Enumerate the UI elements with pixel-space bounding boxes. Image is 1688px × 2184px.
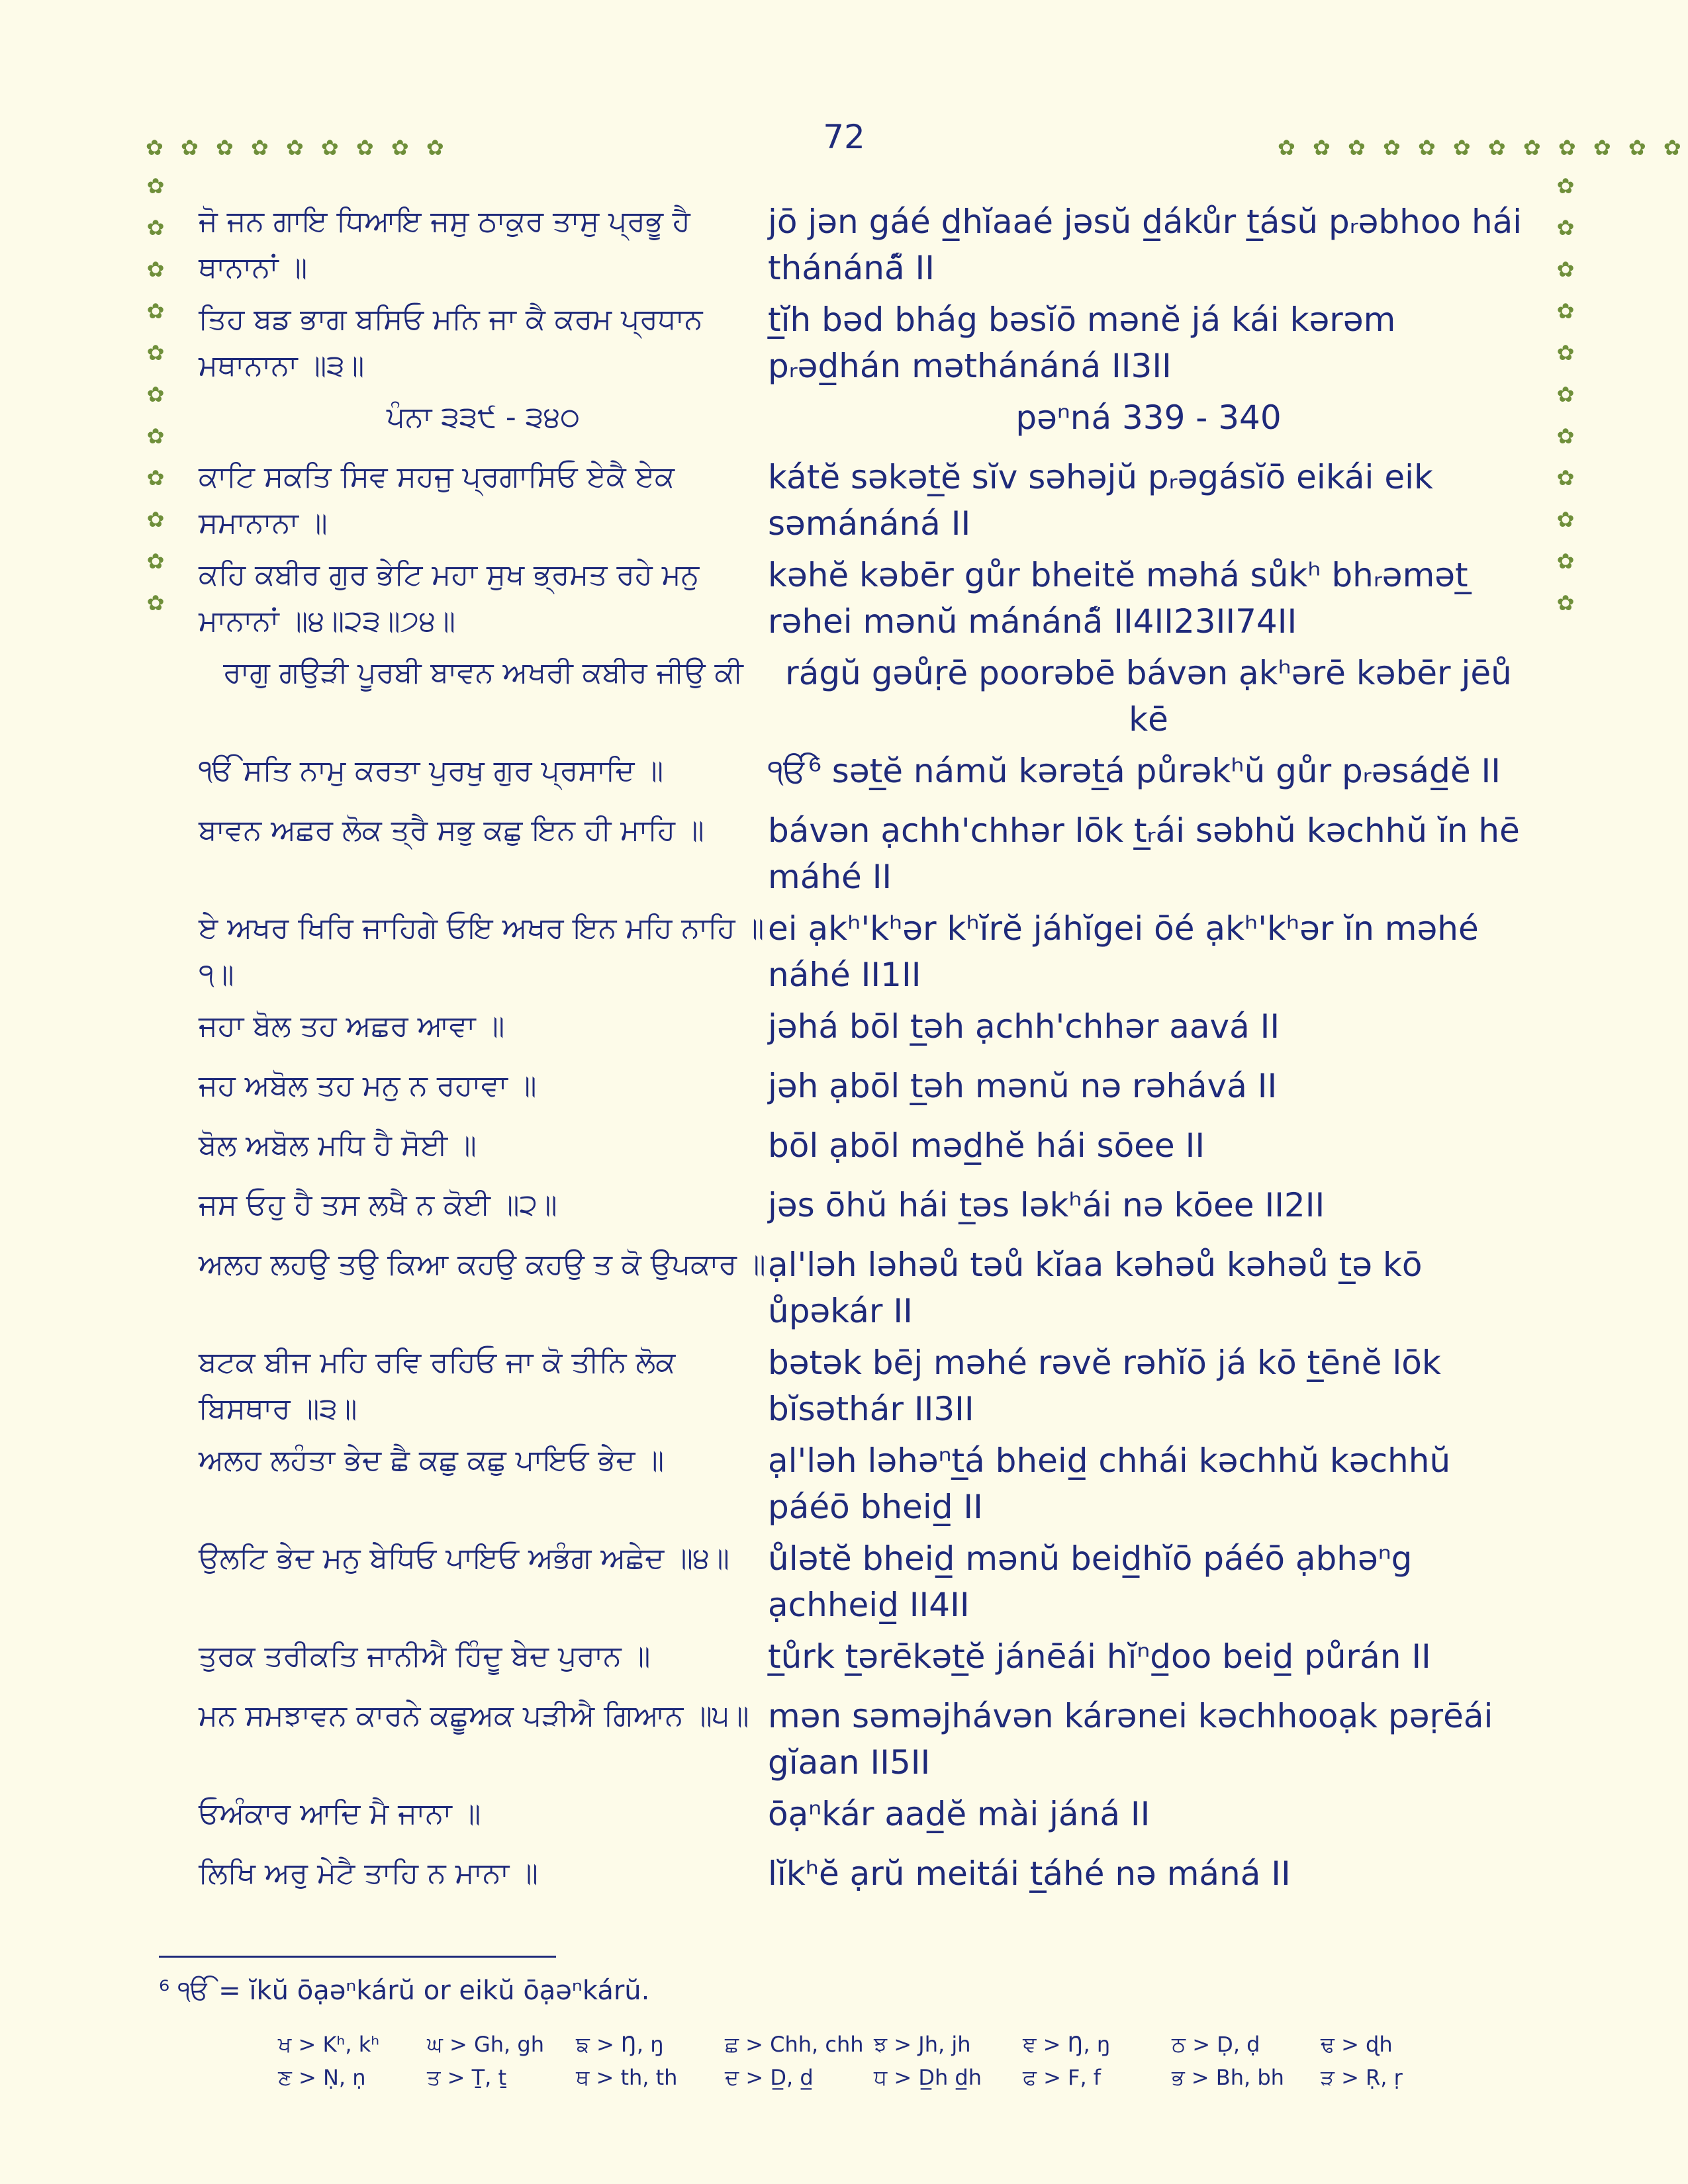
- legend-item: ਦ > D̲, d̲: [725, 2065, 814, 2090]
- verse-row: [199, 394, 1529, 441]
- verse-row: [199, 1063, 1529, 1109]
- border-flower-icon: ✿: [146, 590, 165, 615]
- romanized-text: ůlətĕ bheid̲ mənŭ beid̲hĭō páéō ạbhəⁿg ạchheid̲ II4II: [768, 1539, 1413, 1624]
- legend-row: [278, 2032, 1470, 2065]
- border-flower-icon: ✿: [1556, 173, 1575, 199]
- gurmukhi-text: ਅਲਹ ਲਹਉ ਤਉ ਕਿਆ ਕਹਉ ਕਹਉ ਤ ਕੋ ਉਪਕਾਰ ॥: [199, 1248, 766, 1281]
- gurmukhi-text: ਲਿਖਿ ਅਰੁ ਮੇਟੈ ਤਾਹਿ ਨ ਮਾਨਾ ॥: [199, 1856, 538, 1890]
- romanized-text: ạl'ləh ləhəⁿt̲á bheid̲ chhái kəchhŭ kəchhŭ páéō bheid̲ II: [768, 1441, 1451, 1526]
- legend-item: ਤ > Ṯ, ṯ: [427, 2065, 507, 2090]
- border-left: [142, 165, 169, 624]
- verse-row: [199, 552, 1529, 645]
- gurmukhi-text: ਤੁਰਕ ਤਰੀਕਤਿ ਜਾਨੀਐ ਹਿੰਦੂ ਬੇਦ ਪੁਰਾਨ ॥: [199, 1639, 651, 1673]
- gurmukhi-text: ਬਟਕ ਬੀਜ ਮਹਿ ਰਵਿ ਰਹਿਓ ਜਾ ਕੋ ਤੀਨਿ ਲੋਕ ਬਿਸਥਾਰ ॥੩॥: [199, 1345, 676, 1426]
- border-flower-icon: ✿: [1556, 465, 1575, 490]
- romanized-text: kátĕ səkət̲ĕ sĭv səhəjŭ pᵣəgásĭō eikái eik səmánáná II: [768, 458, 1433, 543]
- border-flower-icon: ✿: [1556, 382, 1575, 407]
- legend-item: ਢ > ɖh: [1321, 2032, 1393, 2057]
- legend-item: ਧ > D̲h d̲h: [874, 2065, 982, 2090]
- gurmukhi-text: ਜਹਾ ਬੋਲ ਤਹ ਅਛਰ ਆਵਾ ॥: [199, 1009, 505, 1043]
- romanized-text: bávən ạchh'chhər lōk t̲ᵣái səbhŭ kəchhŭ ĭn hē máhé II: [768, 811, 1520, 896]
- legend-item: ਭ > Bh, bh: [1172, 2065, 1284, 2090]
- verse-table: [199, 199, 1529, 1910]
- gurmukhi-text: ਜਸ ਓਹੁ ਹੈ ਤਸ ਲਖੈ ਨ ਕੋਈ ॥੨॥: [199, 1188, 557, 1222]
- romanized-text: ạl'ləh ləhəů təů kĭaa kəhəů kəhəů t̲ə kō ůpəkár II: [768, 1246, 1423, 1330]
- romanized-text: t̲ĭh bəd bhág bəsĭō mənĕ já kái kərəm pᵣəd̲hán məthánáná II3II: [768, 300, 1396, 385]
- border-flower-icon: ✿: [1556, 340, 1575, 365]
- verse-row: [199, 1633, 1529, 1680]
- legend-item: ਙ > Ŋ, ŋ: [576, 2032, 664, 2057]
- border-flower-icon: ✿: [1556, 590, 1575, 615]
- romanized-text: jō jən gáé d̲hĭaaé jəsŭ d̲ákůr t̲ásŭ pᵣəbhoo hái thánáná̃ II: [768, 203, 1523, 287]
- verse-row: [199, 1535, 1529, 1628]
- verse-row: [199, 1791, 1529, 1837]
- legend-item: ਥ > th, th: [576, 2065, 678, 2090]
- border-flower-icon: ✿: [1556, 549, 1575, 574]
- romanized-text: bōl ạbōl məd̲hĕ hái sōee II: [768, 1126, 1205, 1165]
- romanized-text: jəhá bōl t̲əh ạchh'chhər aavá II: [768, 1007, 1280, 1046]
- border-top-right: ✿ ✿ ✿ ✿ ✿ ✿ ✿ ✿ ✿ ✿ ✿ ✿: [1278, 135, 1687, 160]
- footnote-divider: [159, 1956, 556, 1958]
- romanized-text: jəs ōhŭ hái t̲əs ləkʰái nə kōee II2II: [768, 1186, 1325, 1224]
- romanized-text: mən səməjhávən kárənei kəchhooạk pəṛēái gĭaan II5II: [768, 1697, 1493, 1782]
- legend-item: ਣ > Ṇ, ṇ: [278, 2065, 366, 2090]
- legend-row: [278, 2065, 1470, 2098]
- verse-row: [199, 807, 1529, 900]
- verse-row: [199, 1850, 1529, 1897]
- gurmukhi-text: ਪੰਨਾ ੩੩੯ - ੩੪੦: [386, 400, 581, 434]
- romanized-text: kəhĕ kəbēr gůr bheitĕ məhá sůkʰ bhᵣəmət̲ rəhei mənŭ mánáná̃ II4II23II74II: [768, 556, 1468, 641]
- verse-row: [199, 454, 1529, 547]
- legend-item: ਘ > Gh, gh: [427, 2032, 544, 2057]
- verse-row: [199, 650, 1529, 743]
- gurmukhi-text: ਅਲਹ ਲਹੰਤਾ ਭੇਦ ਛੈ ਕਛੁ ਕਛੁ ਪਾਇਓ ਭੇਦ ॥: [199, 1443, 665, 1477]
- verse-row: [199, 748, 1529, 794]
- border-flower-icon: ✿: [1556, 507, 1575, 532]
- border-flower-icon: ✿: [1556, 424, 1575, 449]
- gurmukhi-text: ਜਹ ਅਬੋਲ ਤਹ ਮਨੁ ਨ ਰਹਾਵਾ ॥: [199, 1069, 537, 1103]
- gurmukhi-text: ਮਨ ਸਮਝਾਵਨ ਕਾਰਨੇ ਕਛੂਅਕ ਪੜੀਐ ਗਿਆਨ ॥੫॥: [199, 1699, 749, 1733]
- romanized-text: jəh ạbōl t̲əh mənŭ nə rəhává II: [768, 1067, 1278, 1105]
- romanized-text: t̲ůrk t̲ərēkət̲ĕ jánēái hĭⁿd̲oo beid̲ půrán II: [768, 1637, 1431, 1676]
- romanized-text: pəⁿná 339 - 340: [1015, 398, 1282, 437]
- gurmukhi-text: ੴ ਸਤਿ ਨਾਮੁ ਕਰਤਾ ਪੁਰਖੁ ਗੁਰ ਪ੍ਰਸਾਦਿ ॥: [199, 754, 664, 788]
- gurmukhi-text: ਏ ਅਖਰ ਖਿਰਿ ਜਾਹਿਗੇ ਓਇ ਅਖਰ ਇਨ ਮਹਿ ਨਾਹਿ ॥੧॥: [199, 911, 765, 991]
- transliteration-legend: [278, 2032, 1470, 2098]
- verse-row: [199, 296, 1529, 389]
- border-flower-icon: ✿: [146, 298, 165, 324]
- gurmukhi-text: ਕਾਟਿ ਸਕਤਿ ਸਿਵ ਸਹਜੁ ਪ੍ਰਗਾਸਿਓ ਏਕੈ ਏਕ ਸਮਾਨਾਨਾ ॥: [199, 460, 675, 540]
- border-flower-icon: ✿: [1556, 215, 1575, 240]
- verse-row: [199, 199, 1529, 291]
- gurmukhi-text: ਓਅੰਕਾਰ ਆਦਿ ਮੈ ਜਾਨਾ ॥: [199, 1797, 481, 1831]
- romanized-text: ōạⁿkár aad̲ĕ mài jáná II: [768, 1795, 1150, 1833]
- gurmukhi-text: ਜੋ ਜਨ ਗਾਇ ਧਿਆਇ ਜਸੁ ਠਾਕੁਰ ਤਾਸੁ ਪ੍ਰਭੂ ਹੈ ਥਾਨਾਨਾਂ ॥: [199, 205, 690, 285]
- border-top-left: ✿ ✿ ✿ ✿ ✿ ✿ ✿ ✿ ✿: [146, 135, 449, 160]
- romanized-text: lĭkʰĕ ạrŭ meitái t̲áhé nə máná II: [768, 1854, 1291, 1893]
- romanized-text: ei ạkʰ'kʰər kʰĭrĕ jáhĭgei ōé ạkʰ'kʰər ĭn məhé náhé II1II: [768, 909, 1479, 994]
- gurmukhi-text: ਬਾਵਨ ਅਛਰ ਲੋਕ ਤ੍ਰੈ ਸਭੁ ਕਛੁ ਇਨ ਹੀ ਮਾਹਿ ॥: [199, 813, 704, 847]
- border-flower-icon: ✿: [146, 465, 165, 490]
- legend-item: ਖ > Kʰ, kʰ: [278, 2032, 380, 2057]
- gurmukhi-text: ਰਾਗੁ ਗਉੜੀ ਪੂਰਬੀ ਬਾਵਨ ਅਖਰੀ ਕਬੀਰ ਜੀਉ ਕੀ: [223, 656, 743, 690]
- legend-item: ਞ > Ŋ, ŋ: [1023, 2032, 1111, 2057]
- border-right: [1552, 165, 1579, 624]
- romanized-text: bətək bēj məhé rəvĕ rəhĭō já kō t̲ēnĕ lōk bĭsəthár II3II: [768, 1343, 1441, 1428]
- gurmukhi-text: ਕਹਿ ਕਬੀਰ ਗੁਰ ਭੇਟਿ ਮਹਾ ਸੁਖ ਭ੍ਰਮਤ ਰਹੇ ਮਨੁ ਮਾਨਾਨਾਂ ॥੪॥੨੩॥੭੪॥: [199, 558, 700, 638]
- verse-row: [199, 1340, 1529, 1432]
- verse-row: [199, 905, 1529, 998]
- verse-row: [199, 1122, 1529, 1169]
- border-flower-icon: ✿: [146, 549, 165, 574]
- gurmukhi-text: ਉਲਟਿ ਭੇਦ ਮਨੁ ਬੇਧਿਓ ਪਾਇਓ ਅਭੰਗ ਅਛੇਦ ॥੪॥: [199, 1541, 729, 1575]
- verse-row: [199, 1693, 1529, 1786]
- footnote: ⁶ ੴ = ĭkŭ ōạəⁿkárŭ or eikŭ ōạəⁿkárŭ.: [159, 1976, 650, 2006]
- verse-row: [199, 1437, 1529, 1530]
- page-number: 72: [823, 118, 865, 156]
- legend-item: ਝ > Jh, jh: [874, 2032, 971, 2057]
- border-flower-icon: ✿: [146, 173, 165, 199]
- legend-item: ਫ > F, f: [1023, 2065, 1102, 2090]
- border-flower-icon: ✿: [146, 382, 165, 407]
- border-flower-icon: ✿: [146, 507, 165, 532]
- border-flower-icon: ✿: [146, 424, 165, 449]
- border-flower-icon: ✿: [146, 257, 165, 282]
- legend-item: ਛ > Chh, chh: [725, 2032, 864, 2057]
- border-flower-icon: ✿: [146, 340, 165, 365]
- legend-item: ੜ > Ṛ, ṛ: [1321, 2065, 1403, 2090]
- border-flower-icon: ✿: [1556, 257, 1575, 282]
- legend-item: ਠ > Ḍ, ḍ: [1172, 2032, 1260, 2057]
- romanized-text: rágŭ gəůṛē poorəbē bávən ạkʰərē kəbēr jēů kē: [785, 654, 1512, 739]
- gurmukhi-text: ਬੋਲ ਅਬੋਲ ਮਧਿ ਹੈ ਸੋਈ ॥: [199, 1128, 477, 1162]
- verse-row: [199, 1003, 1529, 1050]
- romanized-text: ੴ⁶ sət̲ĕ námŭ kərət̲á půrəkʰŭ gůr pᵣəsád̲ĕ II: [768, 752, 1501, 790]
- verse-row: [199, 1242, 1529, 1334]
- verse-row: [199, 1182, 1529, 1228]
- border-flower-icon: ✿: [146, 215, 165, 240]
- border-flower-icon: ✿: [1556, 298, 1575, 324]
- gurmukhi-text: ਤਿਹ ਬਡ ਭਾਗ ਬਸਿਓ ਮਨਿ ਜਾ ਕੈ ਕਰਮ ਪ੍ਰਧਾਨ ਮਥਾਨਾਨਾ ॥੩॥: [199, 302, 703, 383]
